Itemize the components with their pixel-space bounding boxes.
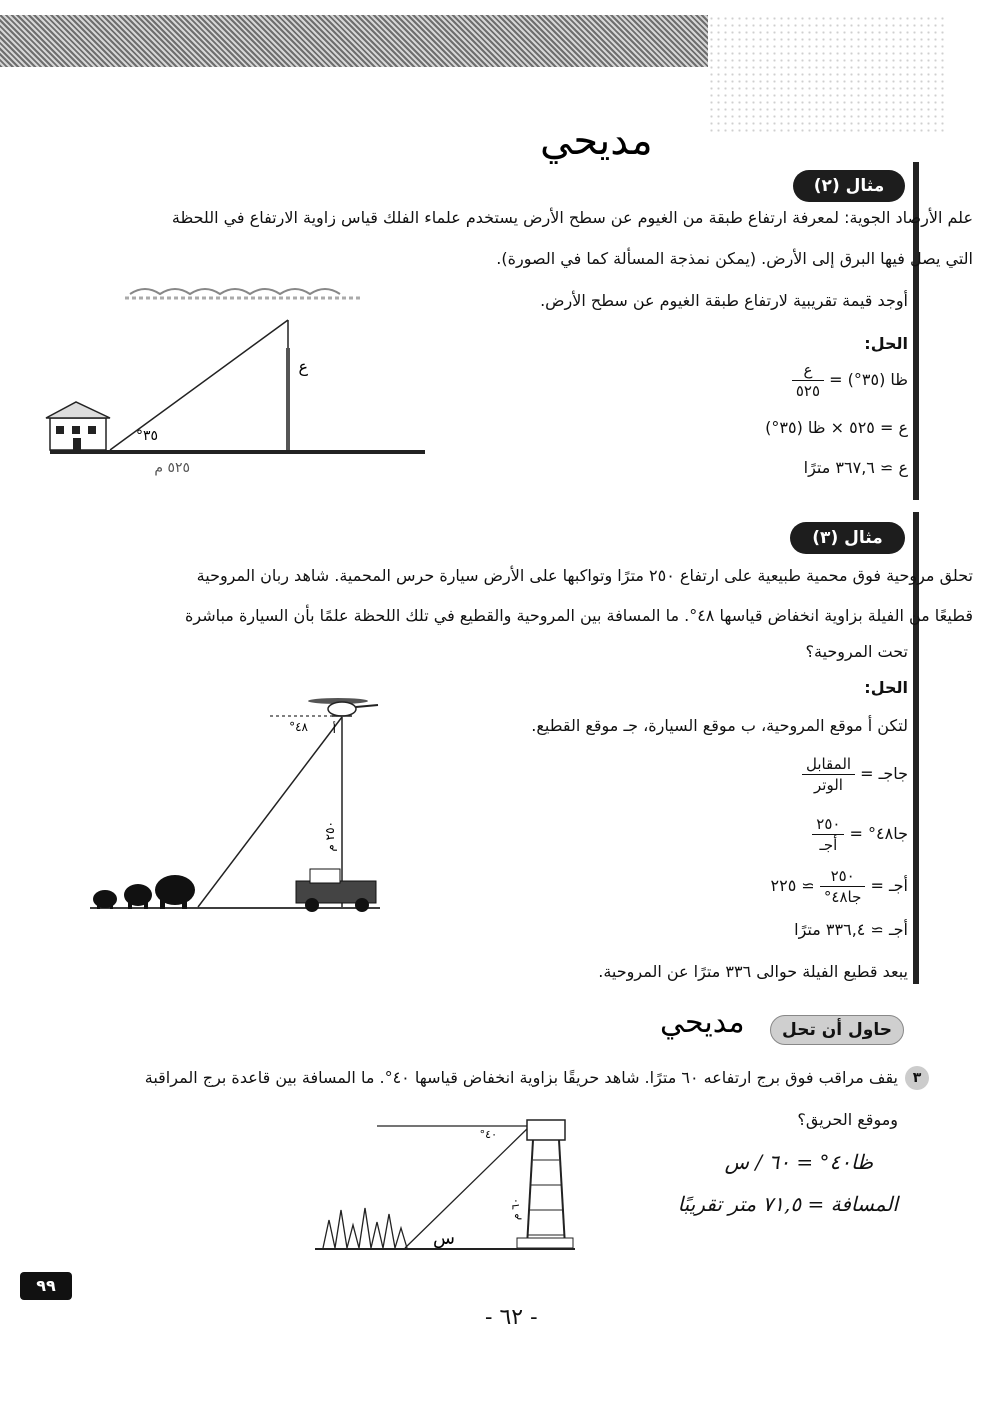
example3-fig-height: ٢٥٠ م [323, 821, 337, 852]
bottom-page-number: - ٦٢ - [485, 1305, 538, 1330]
example3-eq1-fraction [802, 754, 855, 795]
example2-fig-angle: ٣٥° [135, 428, 158, 444]
example2-figure [40, 280, 440, 480]
try-handwritten-eq1: ظا٤٠° = ٦٠ / س [724, 1150, 873, 1174]
house-icon [46, 402, 110, 450]
example2-eq2: ع = ٥٢٥ × ظا (٣٥°) [765, 418, 908, 437]
example3-eq3-left: أجـ = [870, 876, 908, 895]
example2-eq3: ع ≃ ٣٦٧,٦ مترًا [803, 458, 908, 477]
example2-line2: التي يصل فيها البرق إلى الأرض. (يمكن نمذجة المسألة كما في الصورة). [496, 249, 973, 268]
tower-icon [517, 1120, 573, 1248]
example2-eq1 [792, 360, 908, 401]
example3-eq3-fraction [820, 866, 865, 907]
helicopter-icon [308, 698, 378, 716]
example3-line1: تحلق مروحية فوق محمية طبيعية على ارتفاع ٢٥٠ مترًا وتواكبها على الأرض سيارة حرس المحمية. شاهد ربان المروحية [196, 566, 973, 585]
example3-eq2-num: ٢٥٠ [812, 814, 844, 835]
example2-line1: علم الأرصاد الجوية: لمعرفة ارتفاع طبقة من الغيوم عن سطح الأرض يستخدم علماء الفلك قياس زاوية الارتفاع في اللحظة [171, 208, 973, 227]
try-number-badge: ٣ [905, 1066, 929, 1090]
example2-title: مثال (٢) [793, 170, 905, 202]
example2-eq1-den: ٥٢٥ [795, 382, 821, 400]
sight-line [405, 1126, 530, 1248]
example3-line2: قطيعًا من الفيلة بزاوية انخفاض قياسها ٤٨°. ما المسافة بين المروحية والقطيع في تلك اللحظة علمًا بأن السيارة مباشرة [184, 606, 973, 625]
example3-solution-label: الحل: [864, 678, 908, 697]
example2-solution-label: الحل: [864, 334, 908, 353]
example3-eq2-den: أجـ [819, 836, 838, 854]
example3-eq1 [802, 754, 908, 795]
example2-line3: أوجد قيمة تقريبية لارتفاع طبقة الغيوم عن سطح الأرض. [540, 291, 908, 310]
fire-icon [323, 1208, 407, 1248]
try-fig-angle: ٤٠° [479, 1128, 497, 1141]
example3-eq1-left: جاجـ = [860, 764, 908, 783]
example3-fig-point-a: أ [332, 722, 336, 736]
example3-eq1-den: الوتر [814, 776, 843, 794]
jeep-icon [296, 869, 376, 912]
try-fig-base: س [433, 1228, 455, 1249]
example3-eq2 [812, 814, 908, 855]
try-figure [305, 1110, 595, 1255]
example2-eq1-fraction [792, 360, 824, 401]
example3-eq2-fraction [812, 814, 844, 855]
example3-eq3-num: ٢٥٠ [820, 866, 865, 887]
example3-eq2-left: جا٤٨° = [849, 824, 908, 843]
example2-eq1-left: ظا (٣٥°) = [829, 370, 908, 389]
cloud-layer [125, 289, 360, 298]
page-number: ٩٩ [20, 1272, 72, 1300]
example2-fig-base: ٥٢٥ م [154, 460, 190, 476]
try-line1: يقف مراقب فوق برج ارتفاعه ٦٠ مترًا. شاهد حريقًا بزاوية انخفاض قياسها ٤٠°. ما المسافة بين قاعدة برج المراقبة [144, 1068, 898, 1087]
try-title: حاول أن تحل [770, 1015, 904, 1045]
try-handwritten-eq2: المسافة = ٧١,٥ متر تقريبًا [677, 1192, 898, 1216]
example3-title: مثال (٣) [790, 522, 905, 554]
example2-eq1-num: ع [792, 360, 824, 381]
example3-eq4: أجـ ≃ ٣٣٦,٤ مترًا [794, 920, 908, 939]
example3-figure [70, 675, 410, 925]
try-scribble: مديحي [660, 1005, 745, 1040]
example3-line3: تحت المروحية؟ [805, 642, 908, 661]
example3-let-line: لتكن أ موقع المروحية، ب موقع السيارة، جـ موقع القطيع. [531, 716, 908, 735]
example3-eq3-den: جا٤٨° [823, 888, 862, 906]
example3-fig-angle: ٤٨° [289, 720, 308, 734]
example2-fig-height: ع [298, 357, 308, 376]
elephants-icon [93, 875, 195, 909]
example3-conclusion: يبعد قطيع الفيلة حوالى ٣٣٦ مترًا عن المروحية. [598, 962, 908, 981]
try-line2: وموقع الحريق؟ [797, 1110, 898, 1129]
example3-eq3 [771, 866, 908, 907]
example3-eq1-num: المقابل [802, 754, 855, 775]
header-noise [708, 15, 948, 135]
try-fig-height: ٦٠ م [509, 1198, 522, 1221]
header-band [0, 15, 708, 67]
example3-eq3-right: ≃ ٢٢٥ [770, 876, 815, 895]
header-scribble: مديحي [540, 118, 653, 164]
